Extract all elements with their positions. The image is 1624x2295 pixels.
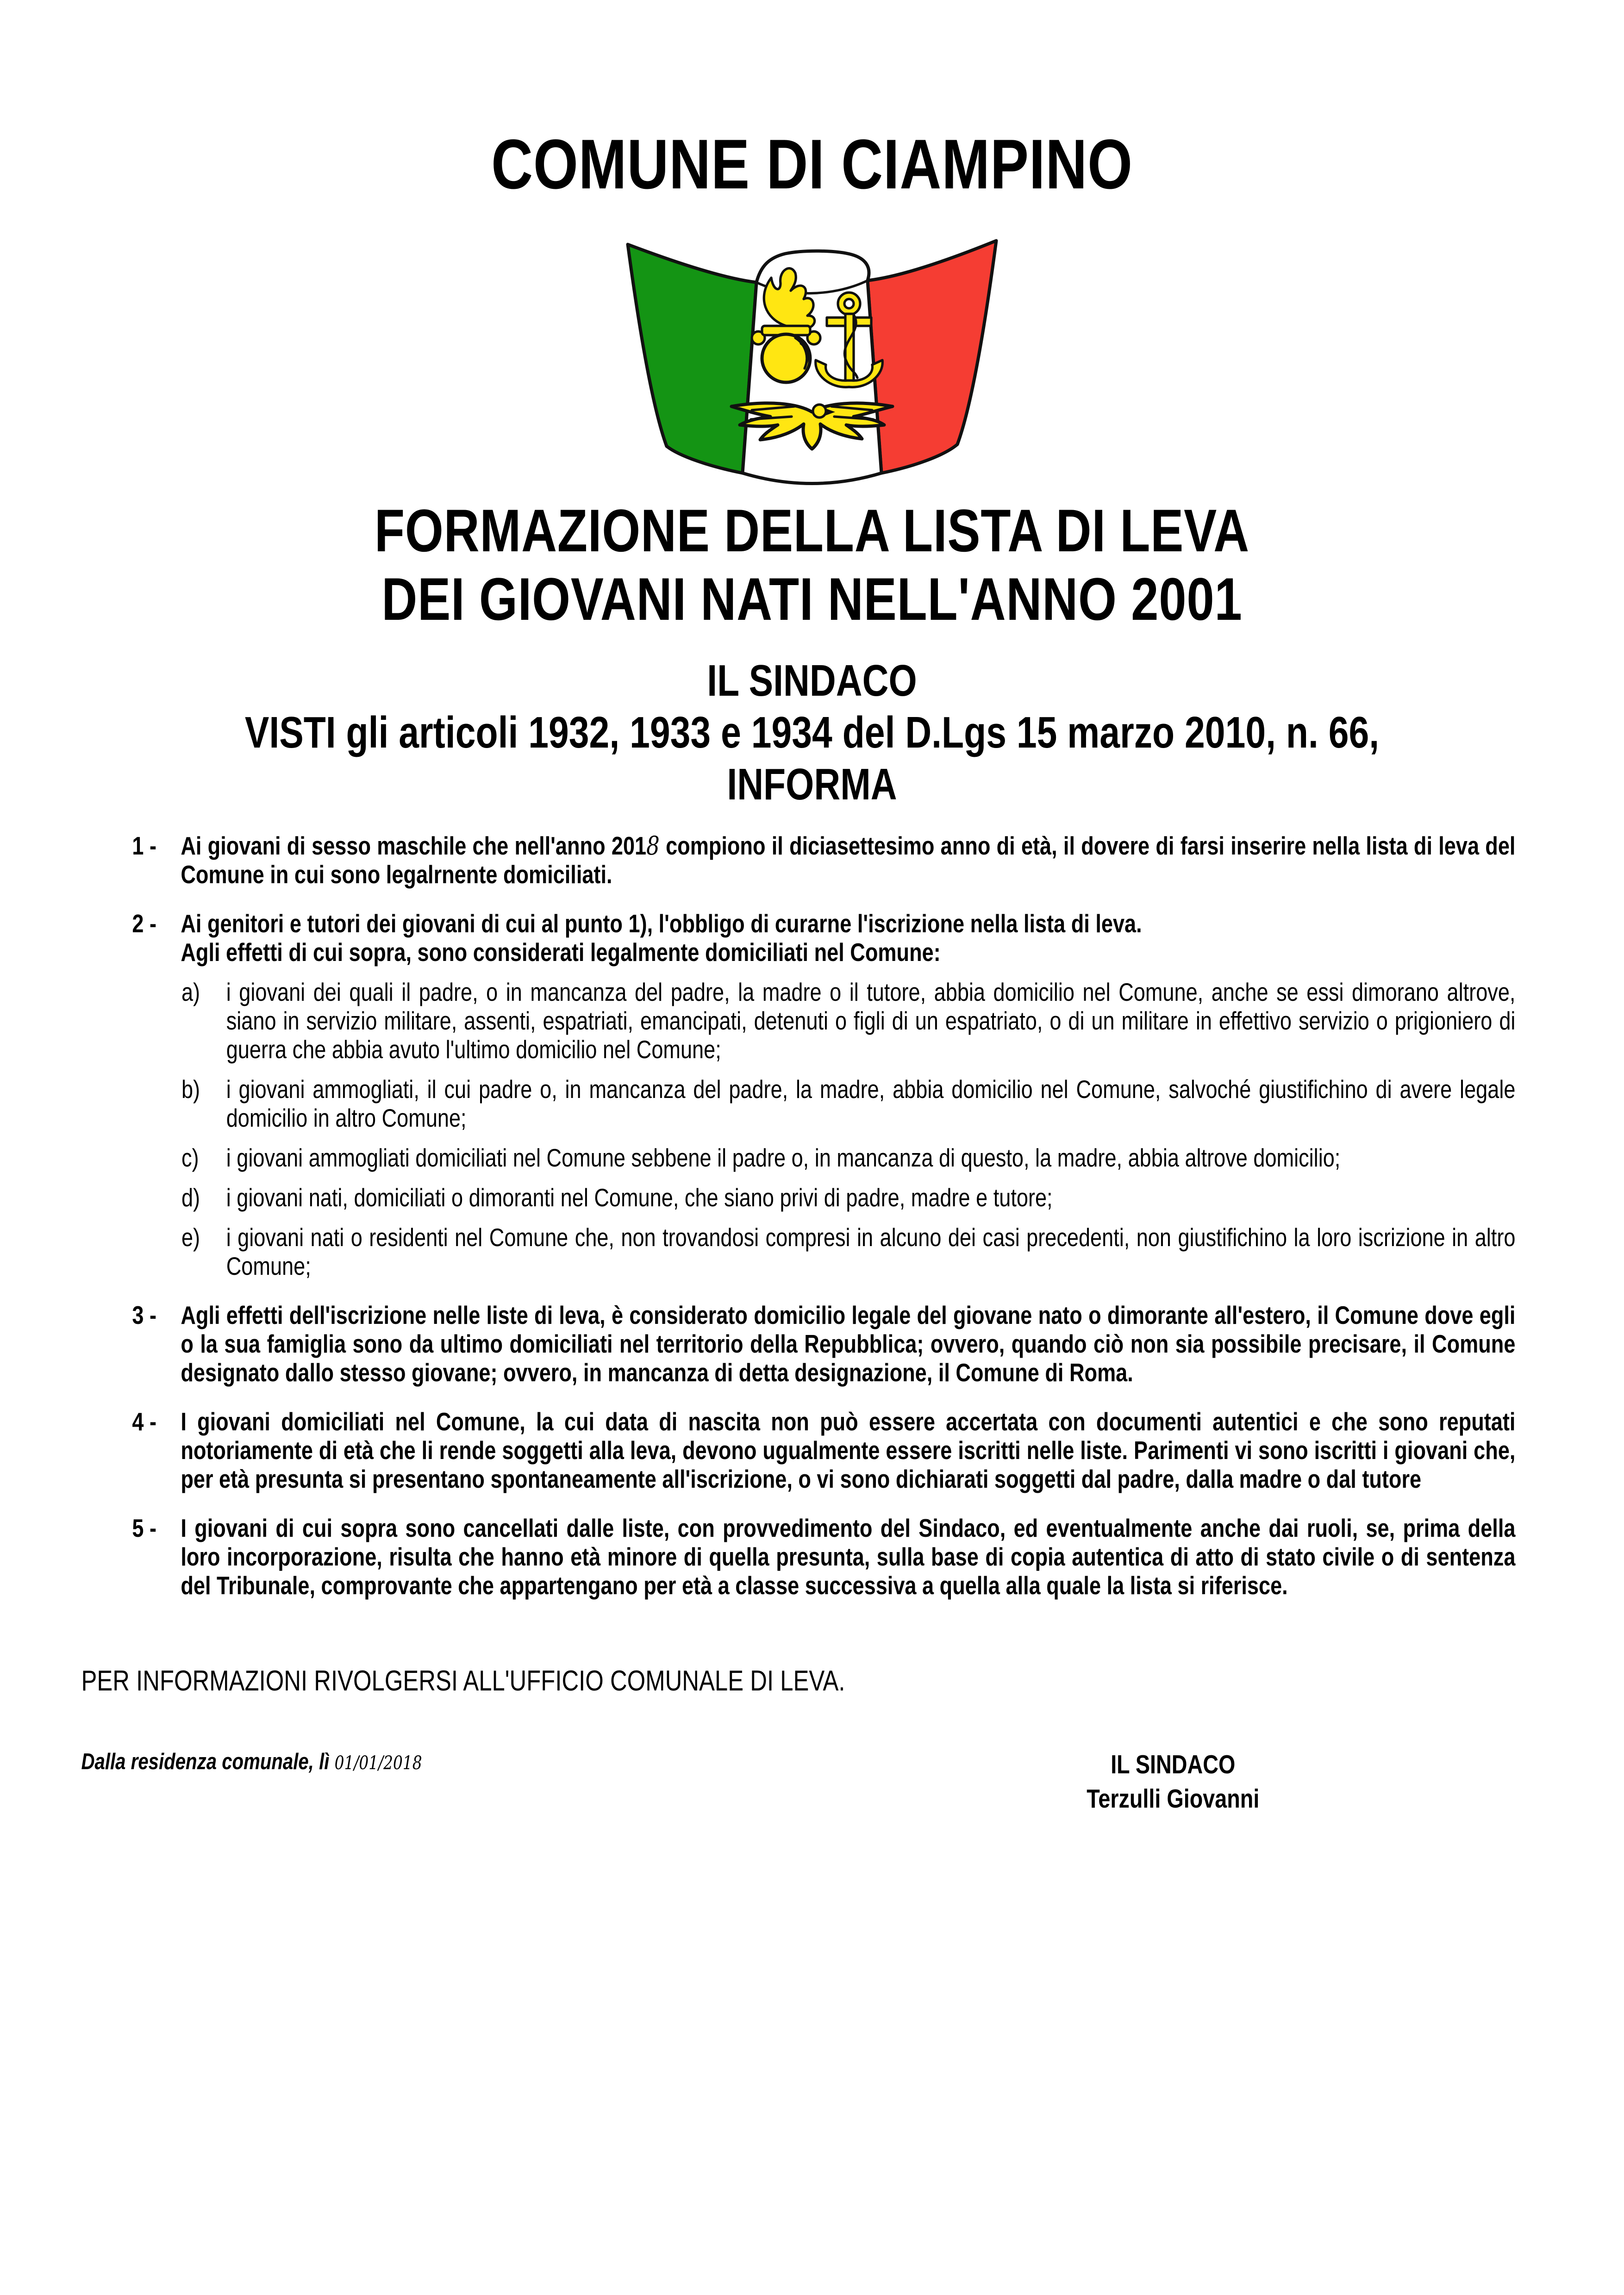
issuer-line: IL SINDACO (707, 655, 917, 705)
sub-item-text: i giovani nati, domiciliati o dimoranti nel Comune, che siano privi di padre, madre e tutore; (226, 1183, 1053, 1212)
municipality-title: COMUNE DI CIAMPINO (491, 125, 1133, 204)
list-item-1 (0, 831, 1624, 889)
item-text: I giovani domiciliati nel Comune, la cui data di nascita non può essere accertata con documenti autentici e che sono reputati notoriamente di età che li rende soggetti alla leva, devono ugualmente essere iscritti nelle liste. Parimenti vi sono iscritti i giovani che, per età presunta si presentano spontaneamente all'iscrizione, o vi sono dichiarati soggetti dal padre, dalla madre o dal tutore (181, 1407, 1516, 1493)
sub-item-c (181, 1143, 1515, 1172)
sub-item-text: i giovani dei quali il padre, o in mancanza del padre, la madre o il tutore, abbia domicilio nel Comune, anche se essi dimorano altrove, siano in servizio militare, assenti, espatriati, emancipati, detenuti o figli di un espatriato, o di un militare in effettivo servizio o prigioniero di guerra che abbia avuto l'ultimo domicilio nel Comune; (226, 977, 1516, 1064)
item-number: 2 - (132, 909, 156, 938)
legal-reference-line: VISTI gli articoli 1932, 1933 e 1934 del D.Lgs 15 marzo 2010, n. 66, (244, 707, 1380, 757)
flag-green-panel (628, 244, 756, 473)
list-item-5 (0, 1514, 1624, 1600)
notice-subheading (0, 655, 1624, 811)
date-value: 01/01/2018 (334, 1752, 422, 1774)
item-text: Ai giovani di sesso maschile che nell'anno 2018 compiono il diciasettesimo anno di età, il dovere di farsi inserire nella lista di leva del Comune in cui sono legalrnente domiciliati. (181, 830, 1516, 889)
sub-item-letter: a) (181, 977, 200, 1006)
item-number: 3 - (132, 1300, 156, 1329)
announcement-line: INFORMA (727, 760, 897, 810)
place-date-line (81, 1747, 422, 1777)
list-item-4 (0, 1407, 1624, 1493)
notice-body (0, 831, 1624, 1849)
item-text: I giovani di cui sopra sono cancellati dalle liste, con provvedimento del Sindaco, ed eventualmente anche dai ruoli, se, prima della loro incorporazione, risulta che hanno età minore di quella presunta, sulla base di copia autentica di atto di stato civile o di sentenza del Tribunale, comprovante che appartengano per età a classe successiva a quella alla quale la lista si riferisce. (181, 1513, 1516, 1600)
signature-row (0, 1747, 1624, 1849)
list-item-2 (0, 909, 1624, 1280)
sub-item-a (181, 978, 1515, 1064)
item-number: 5 - (132, 1513, 156, 1542)
item-text-2: Agli effetti di cui sopra, sono considerati legalmente domiciliati nel Comune: (181, 937, 941, 967)
sub-item-text: i giovani ammogliati domiciliati nel Comune sebbene il padre o, in mancanza di questo, la madre, abbia altrove domicilio; (226, 1143, 1341, 1172)
sub-item-b (181, 1075, 1515, 1132)
notice-title-line1: FORMAZIONE DELLA LISTA DI LEVA (374, 497, 1249, 565)
item-number: 1 - (132, 831, 156, 860)
municipal-crest (611, 230, 1013, 489)
sub-item-e (181, 1223, 1515, 1280)
sub-item-text: i giovani nati o residenti nel Comune che, non trovandosi compresi in alcuno dei casi precedenti, non giustifichino la loro iscrizione in altro Comune; (226, 1222, 1516, 1280)
sub-item-text: i giovani ammogliati, il cui padre o, in mancanza del padre, la madre, abbia domicilio nel Comune, salvoché giustifichino di avere legale domicilio in altro Comune; (226, 1074, 1516, 1132)
notice-title (0, 496, 1624, 633)
item-number: 4 - (132, 1407, 156, 1436)
signature-block (994, 1747, 1351, 1816)
sub-item-letter: b) (181, 1074, 200, 1104)
sub-item-letter: d) (181, 1183, 200, 1212)
info-line: PER INFORMAZIONI RIVOLGERSI ALL'UFFICIO COMUNALE DI LEVA. (81, 1665, 845, 1697)
signature-role: IL SINDACO (1111, 1749, 1236, 1779)
flag-red-panel (868, 241, 996, 473)
list-item-3 (0, 1301, 1624, 1387)
item-text: Agli effetti dell'iscrizione nelle liste di leva, è considerato domicilio legale del giovane nato o dimorante all'estero, il Comune dove egli o la sua famiglia sono da ultimo domiciliati nel territorio della Repubblica; ovvero, quando ciò non sia possibile precisare, il Comune designato dallo stesso giovane; ovvero, in mancanza di detta designazione, il Comune di Roma. (181, 1300, 1516, 1387)
notice-title-line2: DEI GIOVANI NATI NELL'ANNO 2001 (381, 565, 1243, 633)
sub-item-letter: c) (181, 1143, 199, 1172)
item-text: Ai genitori e tutori dei giovani di cui al punto 1), l'obbligo di curarne l'iscrizione nella lista di leva. (181, 909, 1142, 938)
place-date-label: Dalla residenza comunale, lì (81, 1749, 330, 1774)
sub-item-letter: e) (181, 1222, 200, 1252)
italic-digit: 8 (646, 830, 660, 861)
signature-name: Terzulli Giovanni (1087, 1784, 1260, 1814)
flag-crest-image (611, 230, 1013, 489)
sub-item-d (181, 1183, 1515, 1212)
